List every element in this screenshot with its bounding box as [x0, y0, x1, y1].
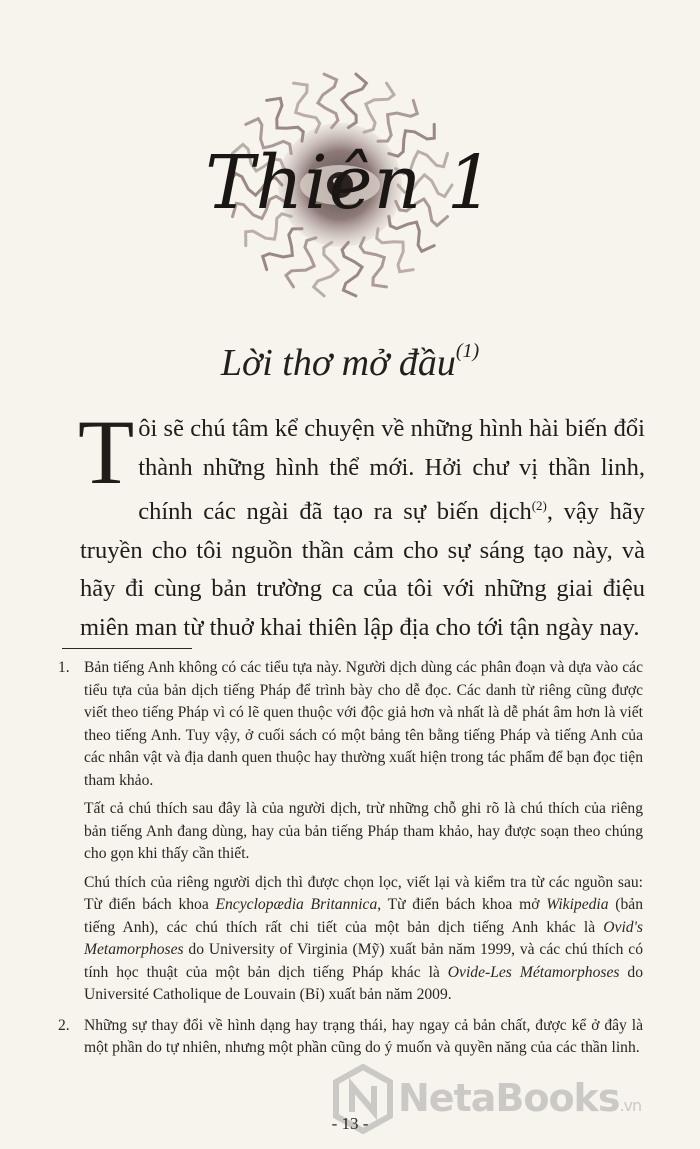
watermark-suffix: .vn: [619, 1096, 642, 1115]
section-title: [0, 340, 700, 385]
footnote-number: 1.: [58, 659, 70, 676]
sun-ray: [263, 229, 302, 270]
watermark-brand: NetaBooks: [398, 1076, 620, 1120]
section-note-ref: (1): [455, 340, 480, 362]
sun-ray: [360, 238, 386, 287]
body-note-ref: (2): [531, 498, 547, 513]
footnote-italic: Encyclopædia Britannica: [215, 896, 378, 913]
body-text-part-1: ôi sẽ chú tâm kể chuyện về những hình hài biến đổi thành những hình thể mới. Hởi chư vị thần linh, chính các ngài đã tạo ra sự biến dịch: [138, 415, 645, 525]
body-paragraph: [78, 401, 645, 647]
chapter-title: Thiên 1: [205, 140, 495, 226]
footnote-paragraph: Bản tiếng Anh không có các tiểu tựa này. Người dịch dùng các phân đoạn và dựa vào các tiểu tựa của bản dịch tiếng Pháp để trình bày cho dễ đọc. Các danh từ riêng cũng được viết theo tiếng Pháp vì có lẽ quen thuộc với độc giả hơn và nhất là dễ phát âm hơn là viết theo tiếng Anh. Tuy vậy, ở cuối sách có một bảng tên bằng tiếng Pháp và tiếng Anh của các nhân vật và địa danh quen thuộc hay thường xuất hiện trong tác phẩm để bạn đọc tiện tham khảo.: [84, 659, 643, 789]
sun-ray: [318, 74, 338, 128]
sun-ray: [294, 83, 320, 132]
footnote-2: [58, 1015, 643, 1060]
section-title-text: Lời thơ mở đầu: [220, 342, 456, 384]
sun-ray: [342, 242, 362, 296]
sun-ray: [378, 100, 417, 141]
footnote-text: Chú thích của riêng người dịch thì được chọn lọc, viết lại và kiểm tra từ các nguồn sau: Từ điển bách khoa: [84, 873, 643, 913]
footnote-italic: Ovide-Les Métamorphoses: [447, 963, 620, 981]
footnotes: [58, 657, 643, 1068]
footnote-number: 2.: [58, 1016, 70, 1034]
footnote-divider: [62, 648, 192, 649]
footnote-paragraph: Tất cả chú thích sau đây là của người dịch, trừ những chỗ ghi rõ là chú thích của riêng bản tiếng Anh đang dùng, hay của bản tiếng Pháp tham khảo, hay được soạn theo chúng cho gọn khi thấy cần thiết.: [84, 800, 643, 862]
sun-ray: [314, 242, 339, 296]
footnote-text: do University of Virginia (Mỹ) xuất bản năm 1999, và các chú thích có tính học thuật của một bản dịch tiếng Pháp khác là: [84, 941, 643, 981]
sun-ray: [342, 74, 367, 128]
footnote-text: do Université Catholique de Louvain (Bỉ) xuất bản năm 2009.: [84, 963, 644, 1003]
page-number: - 13 -: [331, 1114, 369, 1133]
footnote-italic: Ovid's Metamorphoses: [84, 918, 643, 958]
footnote-paragraph: Những sự thay đổi về hình dạng hay trạng thái, hay ngay cả bản chất, được kể ở đây là một phần do tự nhiên, nhưng một phần cũng do ý muốn và quyền năng của các thần linh.: [84, 1016, 643, 1056]
footnote-paragraph: [84, 872, 643, 1007]
footnote-text: , Từ điển bách khoa mở: [377, 896, 547, 913]
body-text-part-2: , vậy hãy truyền cho tôi nguồn thần cảm cho sự sáng tạo này, và hãy đi cùng bản trường ca của tôi với những giai điệu miên man từ thuở khai thiên lập địa cho tới tận ngày nay.: [80, 498, 645, 641]
footnote-italic: Wikipedia: [546, 896, 609, 913]
drop-cap: T: [78, 401, 135, 503]
footnote-text: (bản tiếng Anh), các chú thích rất chi tiết của một bản dịch tiếng Anh khác là: [84, 896, 643, 936]
footnote-1: [58, 657, 643, 1007]
